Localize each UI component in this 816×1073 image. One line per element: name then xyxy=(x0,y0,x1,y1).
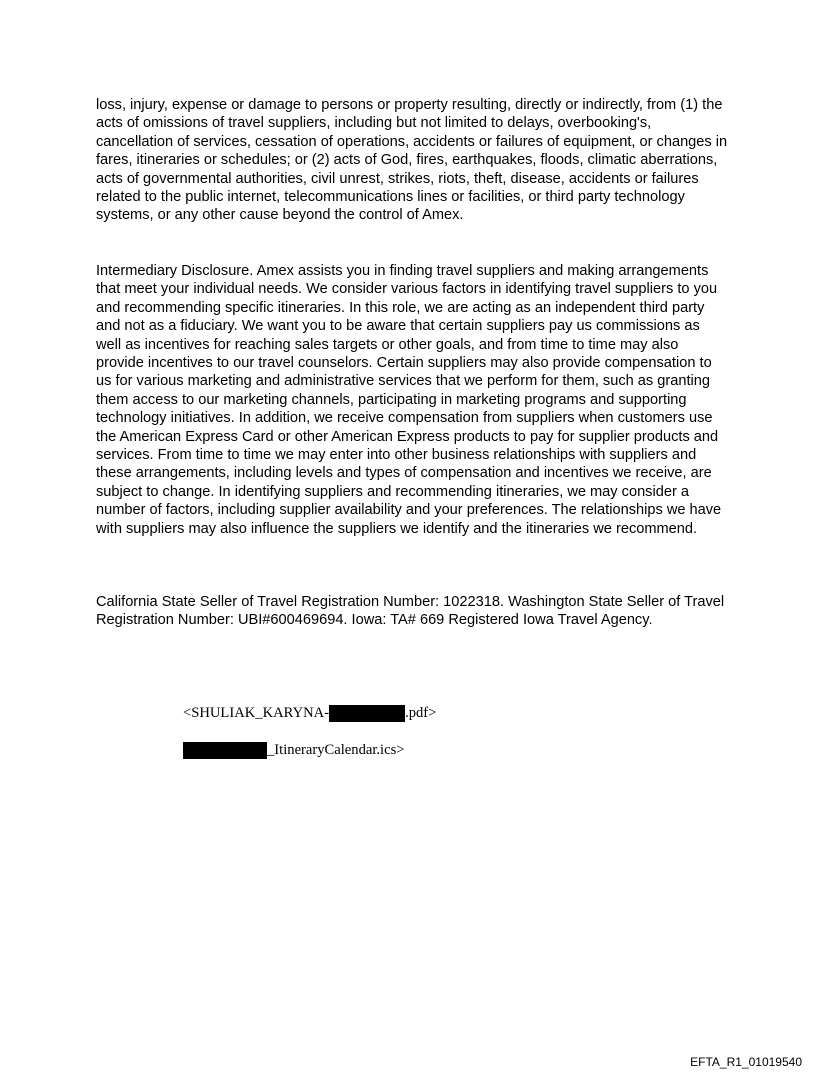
attachment-ics[interactable] xyxy=(183,741,405,759)
liability-paragraph: loss, injury, expense or damage to persons or property resulting, directly or indirectly, from (1) the acts of omissions of travel suppliers, including but not limited to delays, overbooking's, cancellation of services, cessation of operations, accidents or failures of equipment, or changes in fares, itineraries or schedules; or (2) acts of God, fires, earthquakes, floods, climatic aberrations, acts of governmental authorities, civil unrest, strikes, riots, theft, disease, accidents or failures related to the public internet, telecommunications lines or facilities, or third party technology systems, or any other cause beyond the control of Amex. xyxy=(96,97,728,224)
attachment-pdf[interactable] xyxy=(183,704,436,722)
attachment-pdf-prefix: <SHULIAK_KARYNA- xyxy=(183,705,330,721)
attachment-ics-suffix: _ItineraryCalendar.ics> xyxy=(267,742,405,758)
redaction-box xyxy=(183,742,267,759)
redaction-box xyxy=(329,705,405,722)
bates-number: EFTA_R1_01019540 xyxy=(690,1055,802,1069)
attachment-pdf-suffix: .pdf> xyxy=(405,705,437,721)
registration-paragraph: California State Seller of Travel Registration Number: 1022318. Washington State Seller of Travel Registration Number: UBI#600469694. Iowa: TA# 669 Registered Iowa Travel Agency. xyxy=(96,594,725,629)
intermediary-disclosure-paragraph: Intermediary Disclosure. Amex assists you in finding travel suppliers and making arrangements that meet your individual needs. We consider various factors in identifying travel suppliers to you and recommending specific itineraries. In this role, we are acting as an independent third party and not as a fiduciary. We want you to be aware that certain suppliers pay us commissions as well as incentives for reaching sales targets or other goals, and from time to time may also provide incentives to our travel counselors. Certain suppliers may also provide compensation to us for various marketing and administrative services that we perform for them, such as granting them access to our marketing channels, participating in marketing programs and supporting technology initiatives. In addition, we receive compensation from suppliers when customers use the American Express Card or other American Express products to pay for supplier products and services. From time to time we may enter into other business relationships with suppliers and these arrangements, including levels and types of compensation and incentives we receive, are subject to change. In identifying suppliers and recommending itineraries, we may consider a number of factors, including supplier availability and your preferences. The relationships we have with suppliers may also influence the suppliers we identify and the itineraries we recommend. xyxy=(96,263,722,537)
